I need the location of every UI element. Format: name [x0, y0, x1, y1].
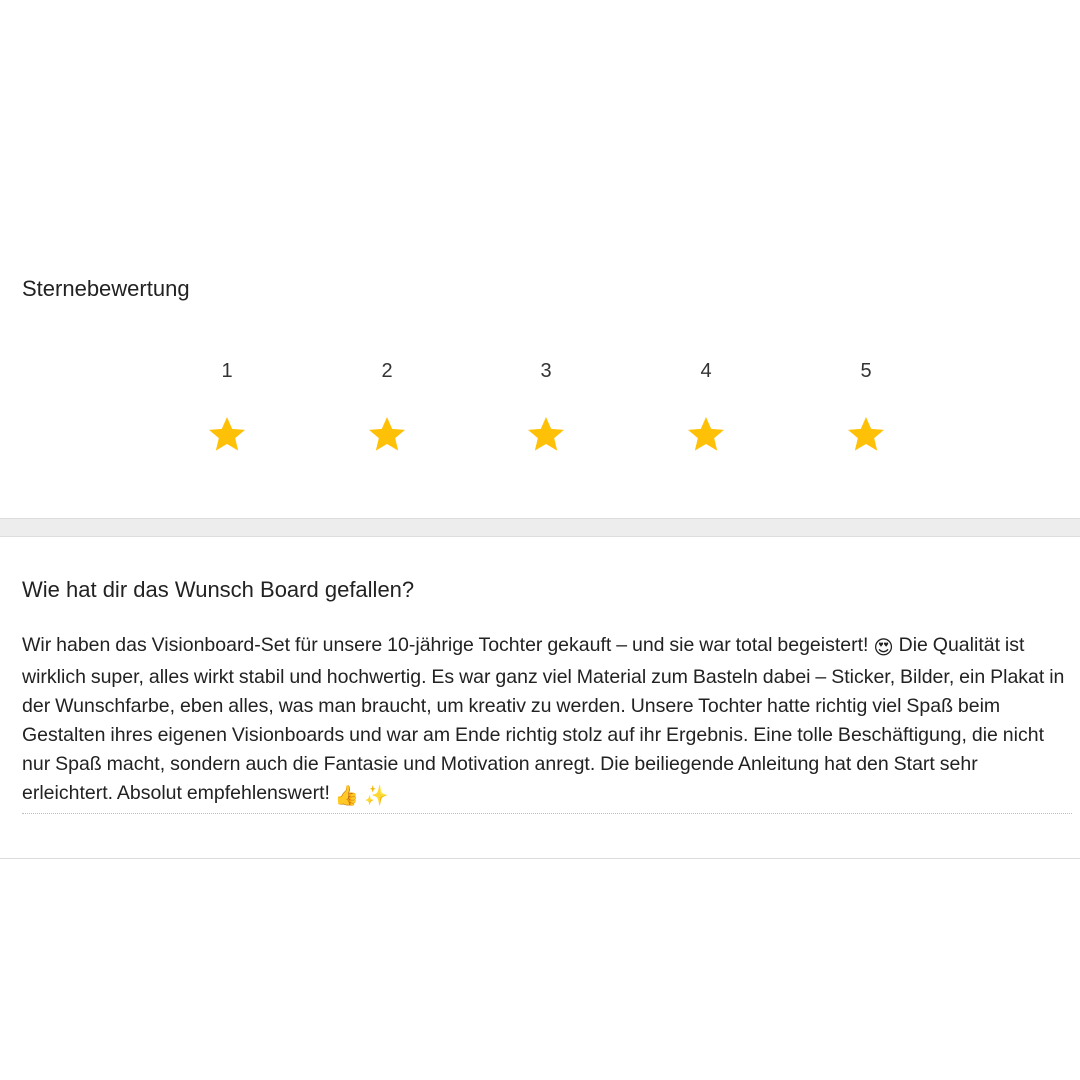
star-number: 3	[540, 360, 552, 382]
star-option-1[interactable]	[187, 358, 267, 468]
star-option-5[interactable]	[826, 358, 906, 468]
review-text-part: Wir haben das Visionboard-Set für unsere 10-jährige Tochter gekauft – und sie war total begeistert!	[22, 634, 874, 656]
review-section	[0, 537, 1080, 859]
star-icon	[846, 414, 886, 454]
star-icon	[207, 414, 247, 454]
review-text-part: Die Qualität ist wirklich super, alles wirkt stabil und hochwertig. Es war ganz viel Material zum Basteln dabei – Sticker, Bilder, ein Plakat in der Wunschfarbe, eben alles, was man braucht, um kreativ zu werden. Unsere Tochter hatte richtig viel Spaß beim Gestalten ihres eigenen Visionboards und war am Ende richtig stolz auf ihr Ergebnis. Eine tolle Beschäftigung, die nicht nur Spaß macht, sondern auch die Fantasie und Motivation anregt. Die beiliegende Anleitung hat den Start sehr erleichtert. Absolut empfehlenswert!	[22, 634, 1065, 804]
review-text-field[interactable]	[22, 631, 1072, 814]
rating-section	[0, 0, 1080, 518]
star-icon	[367, 414, 407, 454]
star-icon	[686, 414, 726, 454]
rating-title: Sternebewertung	[22, 276, 190, 301]
section-divider	[0, 518, 1080, 537]
star-number: 5	[860, 360, 872, 382]
star-rating-row	[0, 358, 1080, 468]
star-number: 4	[700, 360, 712, 382]
star-number: 1	[221, 360, 233, 382]
heart-eyes-emoji-icon: 😍	[873, 637, 894, 659]
review-question: Wie hat dir das Wunsch Board gefallen?	[22, 577, 415, 602]
star-option-2[interactable]	[347, 358, 427, 468]
star-number: 2	[381, 360, 393, 382]
star-option-3[interactable]	[506, 358, 586, 468]
star-option-4[interactable]	[666, 358, 746, 468]
thumbs-up-emoji-icon: 👍	[334, 785, 360, 807]
star-icon	[526, 414, 566, 454]
sparkles-emoji-icon: ✨	[364, 785, 389, 807]
